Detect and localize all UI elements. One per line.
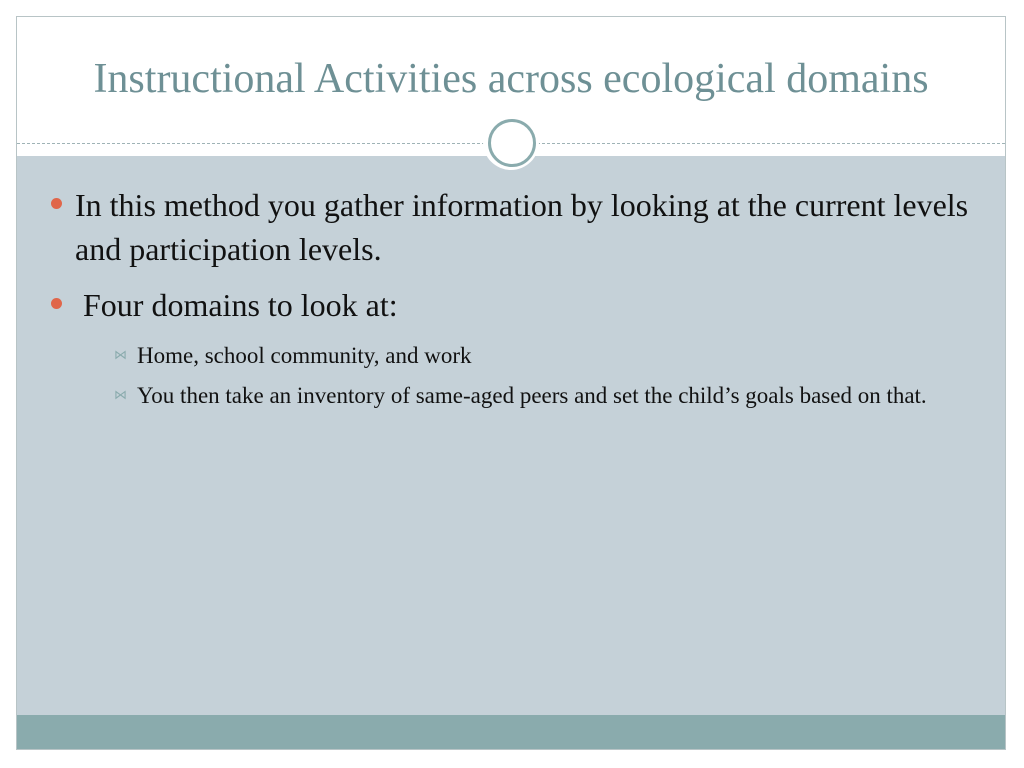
bullet-text: Four domains to look at: bbox=[75, 287, 398, 323]
bullet-item bbox=[17, 183, 1005, 271]
bowtie-icon: ⋈ bbox=[114, 348, 127, 363]
bowtie-icon: ⋈ bbox=[114, 388, 127, 403]
filled-circle-icon bbox=[51, 298, 62, 309]
ring-icon bbox=[483, 114, 539, 170]
filled-circle-icon bbox=[51, 198, 62, 209]
footer-bar bbox=[17, 715, 1005, 749]
sub-bullet-text: You then take an inventory of same-aged peers and set the child’s goals based on that. bbox=[137, 383, 927, 408]
slide-title: Instructional Activities across ecological domains bbox=[93, 56, 929, 102]
bullet-text: In this method you gather information by looking at the current levels and participation levels. bbox=[75, 187, 969, 267]
sub-bullet-item bbox=[17, 339, 1005, 373]
sub-bullet-item bbox=[17, 379, 1005, 413]
slide bbox=[16, 16, 1006, 750]
bullet-list bbox=[17, 183, 1005, 419]
bullet-item bbox=[17, 283, 1005, 327]
sub-bullet-text: Home, school community, and work bbox=[137, 343, 472, 368]
ring-inner bbox=[488, 119, 536, 167]
